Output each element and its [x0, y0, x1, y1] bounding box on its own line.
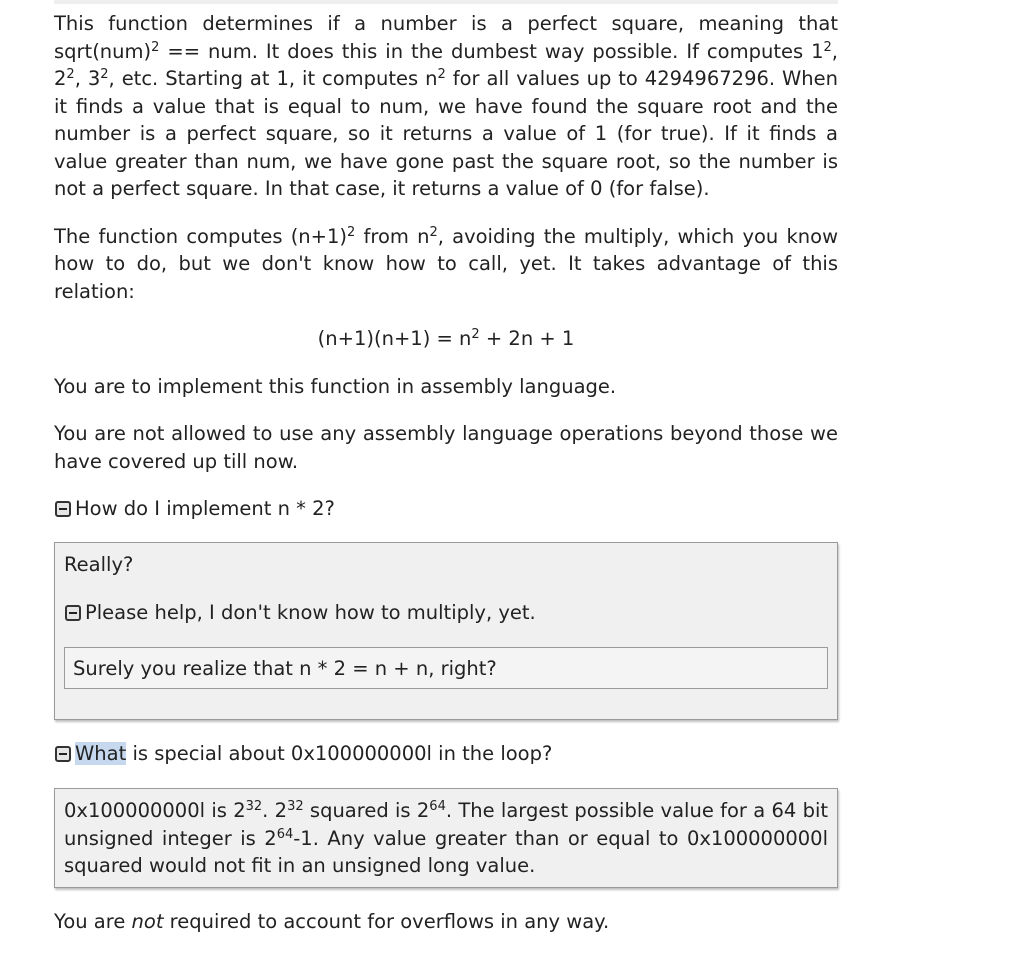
task-paragraph: You are to implement this function in assembly language. — [54, 374, 617, 398]
equation: $(n+1)(n+1) = n^2 + 2n + 1$ — [317, 327, 575, 350]
overflow-note: You are not required to account for overflows in any way. — [54, 909, 610, 933]
answer-text: Really? — [64, 553, 134, 576]
question-label: How do I implement n * 2? — [75, 497, 335, 521]
answer-box-loop-constant: 0x100000000l is $2^{32}$. $2^{32}$ squared is $2^{64}$. The largest possible value for a 64 bit unsigned integer is $2^{64}-1$. Any value greater than or equal to 0x100000000l squared would not fit in an unsigned long value. — [54, 788, 838, 888]
question-help-multiply[interactable] — [64, 599, 828, 627]
selected-text: What — [75, 742, 127, 766]
question-multiply[interactable] — [54, 495, 838, 523]
intro-paragraph: This function determines if a number is a perfect square, meaning that sqrt(num)$^2$ == num. It does this in the dumbest way possible. If computes $1^2$, $2^2$, $3^2$, etc. Starting at 1, it computes $n^2$ for all values up to 4294967296. When it finds a value that is equal to num, we have found the square root and the number is a perfect square, so it returns a value of 1 (for true). If it finds a value greater than num, we have gone past the square root, so the number is not a perfect square. In that case, it returns a value of 0 (for false). — [54, 12, 839, 200]
answer-box-help — [64, 647, 828, 690]
collapse-icon[interactable] — [65, 605, 81, 621]
question-loop-constant[interactable] — [54, 740, 838, 768]
restriction-paragraph: You are not allowed to use any assembly language operations beyond those we have covered up till now. — [54, 422, 838, 473]
question-label: Please help, I don't know how to multiply, yet. — [85, 600, 536, 624]
answer-box-multiply — [54, 542, 838, 720]
relation-paragraph: The function computes $(n+1)^2$ from $n^2$, avoiding the multiply, which you know how to do, but we don't know how to call, yet. It takes advantage of this relation: — [54, 224, 839, 303]
answer-text: Surely you realize that n * 2 = n + n, right? — [73, 656, 497, 680]
question-label: What is special about 0x100000000l in the loop? — [75, 742, 553, 766]
top-divider — [54, 0, 838, 4]
collapse-icon[interactable] — [55, 746, 71, 762]
collapse-icon[interactable] — [55, 501, 71, 517]
page-content — [54, 10, 838, 935]
